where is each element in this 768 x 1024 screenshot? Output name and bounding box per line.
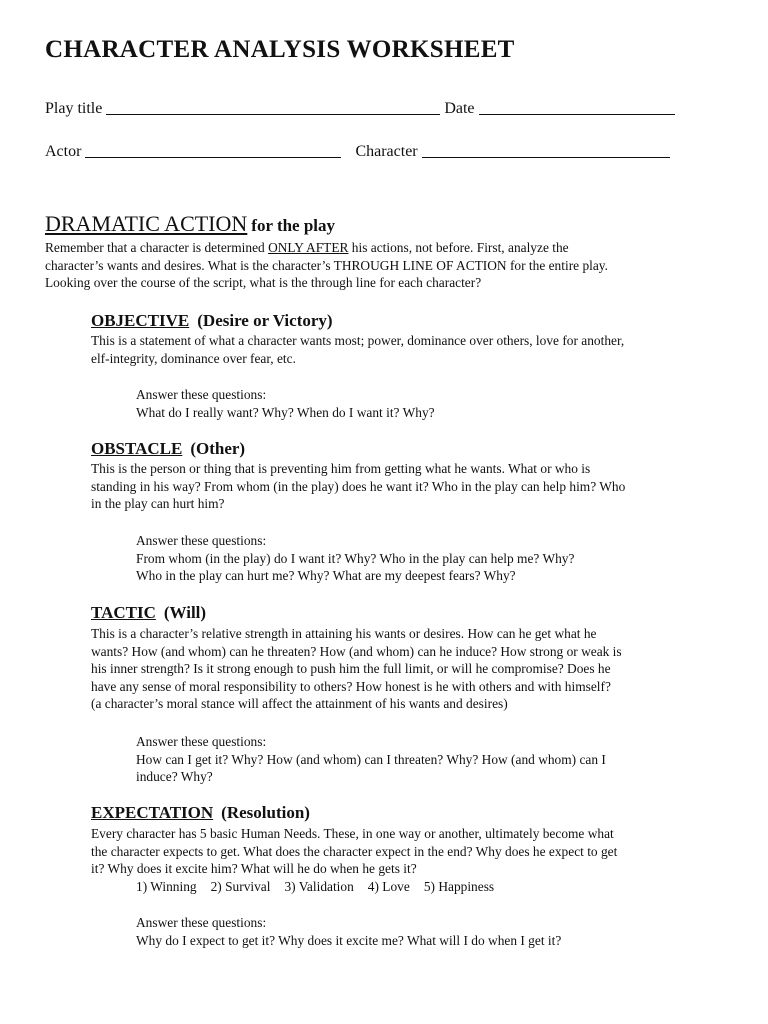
actor-label: Actor bbox=[45, 143, 82, 160]
expectation-heading: EXPECTATION (Resolution) bbox=[91, 803, 310, 822]
dramatic-action-title: DRAMATIC ACTION bbox=[45, 211, 248, 236]
dramatic-action-heading bbox=[45, 211, 335, 237]
expectation-questions: Answer these questions: Why do I expect to get it? Why does it excite me? What will I do when I get it? bbox=[136, 915, 562, 948]
character-label: Character bbox=[355, 143, 418, 160]
need-item: 2) Survival bbox=[210, 879, 271, 894]
obstacle-heading: OBSTACLE (Other) bbox=[91, 439, 246, 458]
play-title-field[interactable] bbox=[45, 100, 675, 118]
objective-questions: Answer these questions: What do I really want? Why? When do I want it? Why? bbox=[136, 387, 435, 420]
date-label: Date bbox=[444, 100, 475, 117]
date-blank[interactable] bbox=[479, 102, 675, 115]
tactic-heading: TACTIC (Will) bbox=[91, 603, 207, 622]
actor-field[interactable] bbox=[45, 143, 670, 161]
expectation-text: Every character has 5 basic Human Needs. These, in one way or another, ultimately become what the character expects to get. What does the character expect in the end? Why does he expect to get it? Why does it excite him? What will he do when he gets it? bbox=[91, 826, 618, 876]
obstacle-questions: Answer these questions: From whom (in the play) do I want it? Why? Who in the play can help me? Why? Who in the play can hurt me? Why? What are my deepest fears? Why? bbox=[136, 533, 575, 583]
page-title: CHARACTER ANALYSIS WORKSHEET bbox=[45, 36, 515, 63]
objective-heading: OBJECTIVE (Desire or Victory) bbox=[91, 311, 333, 330]
objective-text: This is a statement of what a character wants most; power, dominance over others, love for another, elf-integrity, dominance over fear, etc. bbox=[91, 333, 625, 366]
need-item: 1) Winning bbox=[136, 879, 197, 894]
need-item: 3) Validation bbox=[284, 879, 354, 894]
tactic-questions: Answer these questions: How can I get it? Why? How (and whom) can I threaten? Why? How (and whom) can I induce? Why? bbox=[136, 734, 606, 784]
play-title-blank[interactable] bbox=[106, 102, 440, 115]
dramatic-action-text: Remember that a character is determined ONLY AFTER his actions, not before. First, analyze the character’s wants and desires. What is the character’s THROUGH LINE OF ACTION for the entire play. Looking over the course of the script, what is the through line for each character? bbox=[45, 240, 608, 290]
human-needs-list bbox=[136, 878, 508, 896]
play-title-label: Play title bbox=[45, 100, 103, 117]
obstacle-text: This is the person or thing that is preventing him from getting what he wants. What or who is standing in his way? From whom (in the play) does he want it? Who in the play can help him? Who in the play can hurt him? bbox=[91, 461, 626, 511]
need-item: 4) Love bbox=[367, 879, 410, 894]
character-blank[interactable] bbox=[422, 145, 670, 158]
dramatic-action-subtitle: for the play bbox=[251, 216, 336, 235]
tactic-text: This is a character’s relative strength in attaining his wants or desires. How can he get what he wants? How (and whom) can he threaten? How (and whom) can he induce? How strong or weak is his inner strength? Is it strong enough to push him the full limit, or will he compromise? Does he have any sense of moral responsibility to others? How honest is he with others and with himself? (a character’s moral stance will affect the attainment of his wants and desires) bbox=[91, 626, 622, 711]
need-item: 5) Happiness bbox=[423, 879, 495, 894]
actor-blank[interactable] bbox=[85, 145, 341, 158]
